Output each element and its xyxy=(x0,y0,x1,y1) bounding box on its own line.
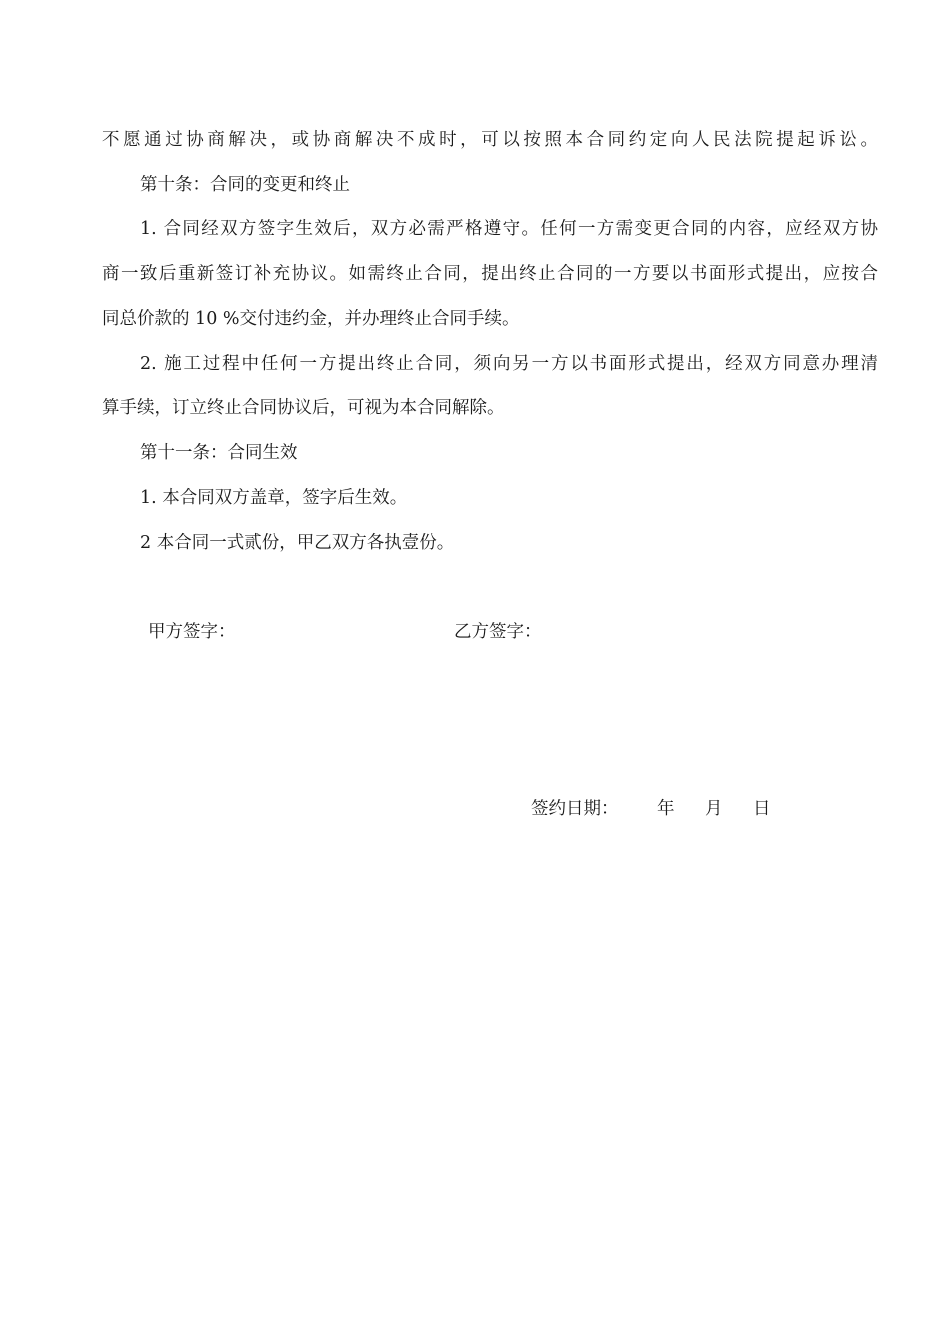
party-a-signature-label: 甲方签字： xyxy=(148,622,236,642)
section-heading-ten: 第十条：合同的变更和终止 xyxy=(140,175,350,195)
effect-clause-2: 2 本合同一式贰份，甲乙双方各执壹份。 xyxy=(140,533,455,553)
effect-clause-1: 1. 本合同双方盖章，签字后生效。 xyxy=(140,488,408,508)
clause-1-line-2: 商一致后重新签订补充协议。如需终止合同，提出终止合同的一方要以书面形式提出，应按合 xyxy=(102,264,878,284)
date-day-label: 日 xyxy=(753,799,771,819)
party-b-signature-label: 乙方签字： xyxy=(454,622,542,642)
clause-1-line-1: 1. 合同经双方签字生效后，双方必需严格遵守。任何一方需变更合同的内容，应经双方协 xyxy=(140,219,878,239)
section-heading-eleven: 第十一条：合同生效 xyxy=(140,443,298,463)
clause-2-line-2: 算手续，订立终止合同协议后，可视为本合同解除。 xyxy=(102,398,505,418)
clause-2-line-1: 2. 施工过程中任何一方提出终止合同，须向另一方以书面形式提出，经双方同意办理清 xyxy=(140,354,878,374)
clause-1-line-3: 同总价款的 10 %交付违约金，并办理终止合同手续。 xyxy=(102,309,520,329)
paragraph-line-dispute: 不愿通过协商解决，或协商解决不成时，可以按照本合同约定向人民法院提起诉讼。 xyxy=(102,130,878,150)
date-month-label: 月 xyxy=(705,799,723,819)
date-year-label: 年 xyxy=(657,799,675,819)
signing-date-label: 签约日期： xyxy=(531,799,619,819)
